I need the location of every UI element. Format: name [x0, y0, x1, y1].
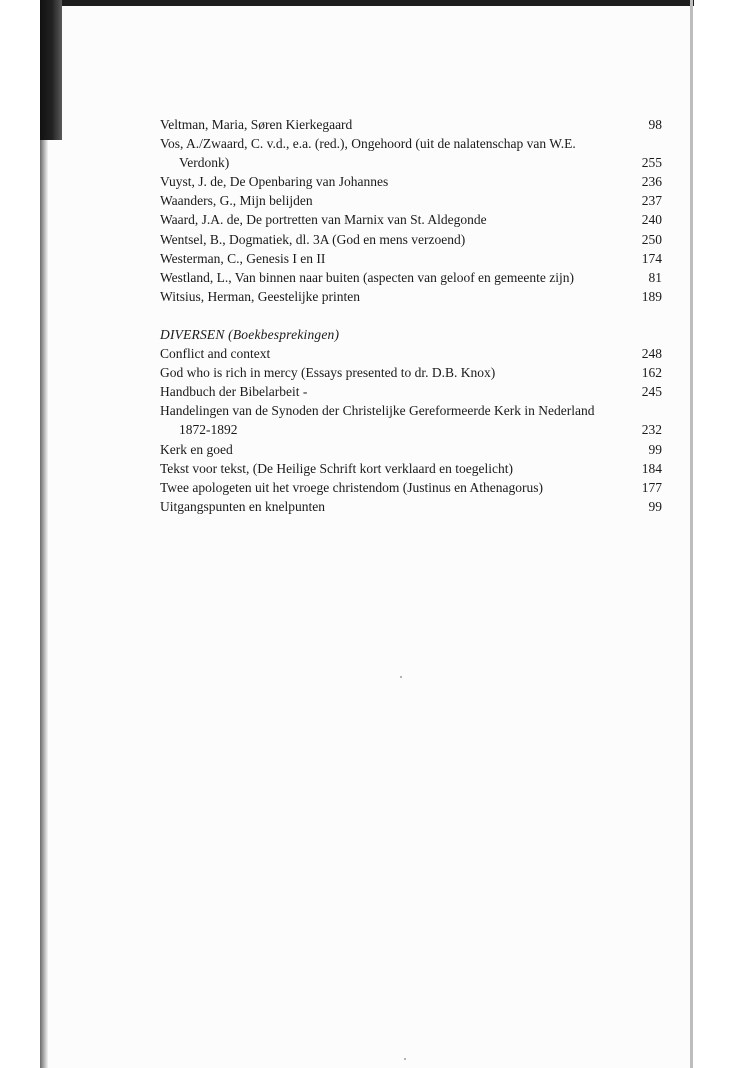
index-entry — [160, 287, 662, 306]
scan-shadow-left — [40, 140, 48, 1068]
entry-page: 255 — [641, 155, 662, 171]
entry-page: 174 — [641, 250, 662, 266]
scan-speck — [400, 676, 402, 678]
entry-title: Vos, A./Zwaard, C. v.d., e.a. (red.), Ongehoord (uit de nalatenschap van W.E. Verdonk) — [160, 136, 576, 171]
entry-title: Conflict and context — [160, 346, 271, 362]
entry-title: Westerman, C., Genesis I en II — [160, 250, 326, 266]
entry-title: Handelingen van de Synoden der Christelijke Gereformeerde Kerk in Nederland 1872-1892 — [160, 403, 595, 438]
diversen-list — [160, 344, 662, 516]
index-entry — [160, 382, 662, 401]
index-entry — [160, 344, 662, 363]
index-entry — [160, 363, 662, 382]
entry-page: 236 — [641, 174, 662, 190]
section-heading: DIVERSEN (Boekbesprekingen) — [160, 326, 340, 342]
scan-edge-left — [40, 0, 62, 140]
entry-page: 162 — [641, 365, 662, 381]
index-entry — [160, 115, 662, 134]
entry-title: Witsius, Herman, Geestelijke printen — [160, 288, 361, 304]
entry-page: 237 — [641, 193, 662, 209]
entry-title: God who is rich in mercy (Essays presented to dr. D.B. Knox) — [160, 365, 496, 381]
scan-edge-top — [40, 0, 694, 6]
entry-page: 232 — [641, 422, 662, 438]
scan-edge-right — [690, 0, 693, 1068]
entry-title: Vuyst, J. de, De Openbaring van Johannes — [160, 174, 389, 190]
entry-page: 250 — [641, 231, 662, 247]
entry-title: Tekst voor tekst, (De Heilige Schrift kort verklaard en toegelicht) — [160, 460, 513, 476]
entry-page: 184 — [641, 460, 662, 476]
index-entry — [160, 459, 662, 478]
entry-title: Veltman, Maria, Søren Kierkegaard — [160, 117, 353, 132]
entry-page: 99 — [648, 498, 662, 514]
index-content — [160, 115, 662, 516]
index-entry — [160, 172, 662, 191]
entry-title: Waanders, G., Mijn belijden — [160, 193, 313, 209]
entry-page: 98 — [648, 117, 662, 132]
entry-page: 81 — [648, 269, 662, 285]
entry-title: Westland, L., Van binnen naar buiten (aspecten van geloof en gemeente zijn) — [160, 269, 575, 285]
index-entry — [160, 497, 662, 516]
index-entry — [160, 401, 662, 439]
index-entry — [160, 210, 662, 229]
entry-title: Handbuch der Bibelarbeit - — [160, 384, 308, 400]
index-entry — [160, 134, 662, 172]
entry-title: Uitgangspunten en knelpunten — [160, 498, 325, 514]
author-index-list — [160, 115, 662, 306]
index-entry — [160, 268, 662, 287]
entry-page: 189 — [641, 288, 662, 304]
scan-speck — [404, 1058, 406, 1060]
entry-title: Wentsel, B., Dogmatiek, dl. 3A (God en mens verzoend) — [160, 231, 466, 247]
entry-title: Kerk en goed — [160, 441, 233, 457]
index-entry — [160, 440, 662, 459]
entry-title: Waard, J.A. de, De portretten van Marnix van St. Aldegonde — [160, 212, 487, 228]
entry-page: 245 — [641, 384, 662, 400]
entry-page: 248 — [641, 346, 662, 362]
entry-page: 99 — [648, 441, 662, 457]
entry-title: Twee apologeten uit het vroege christendom (Justinus en Athenagorus) — [160, 479, 543, 495]
index-entry — [160, 249, 662, 268]
index-entry — [160, 230, 662, 249]
index-entry — [160, 191, 662, 210]
entry-page: 177 — [641, 479, 662, 495]
entry-page: 240 — [641, 212, 662, 228]
index-entry — [160, 478, 662, 497]
